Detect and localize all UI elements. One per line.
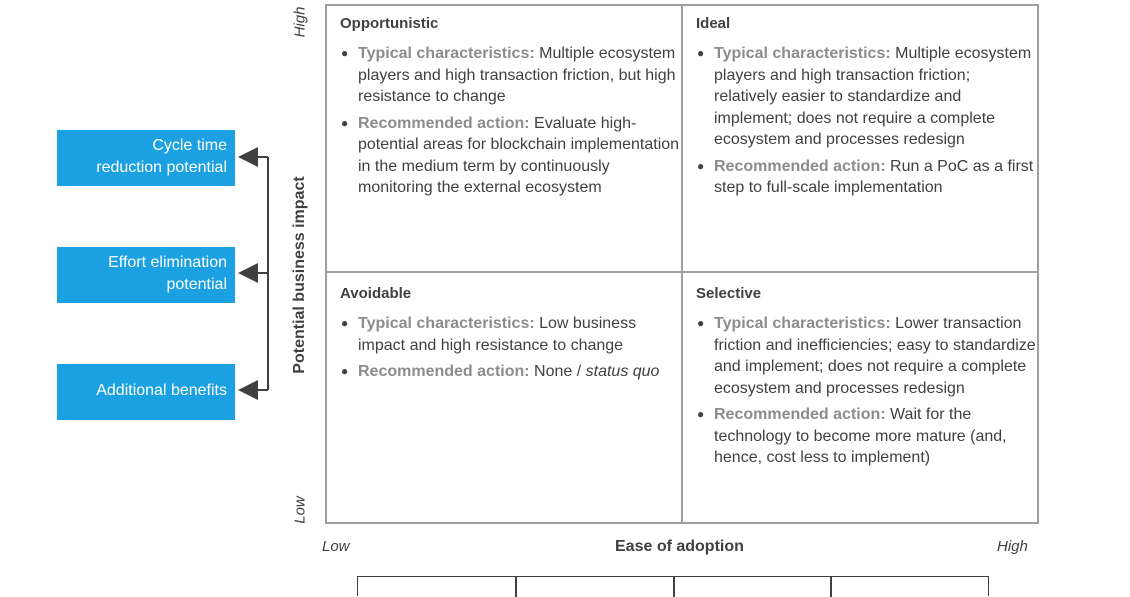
table-cell-divider [515,577,517,597]
characteristics-item: ● Typical characteristics: Multiple ecosystem players and high transaction friction, but high resistance to change [341,45,676,105]
bullet-icon: ● [341,46,349,60]
benefit-line: reduction potential [96,159,227,176]
characteristics-item: ● Typical characteristics: Low business impact and high resistance to change [341,315,637,354]
bullet-icon: ● [341,364,349,378]
bullet-icon: ● [697,407,705,421]
bullet-icon: ● [341,316,349,330]
quadrant-avoidable [340,285,680,388]
benefit-line: Additional benefits [96,382,227,399]
benefit-line: potential [166,276,227,293]
quadrant-title: Opportunistic [340,15,439,32]
quadrant-selective [696,285,1036,474]
bottom-table-fragment [357,576,989,596]
benefit-line: Cycle time [152,137,227,154]
bullet-icon: ● [697,316,705,330]
table-cell-divider [830,577,832,597]
x-axis-label: Ease of adoption [615,538,744,555]
quadrant-title: Selective [696,285,762,302]
y-axis-low-label: Low [291,496,309,524]
quadrant-opportunistic [340,15,680,204]
characteristics-item: ● Typical characteristics: Multiple ecosystem players and high transaction friction; relatively easier to standardize and implement; does not require a complete ecosystem and processes redesign [697,45,1032,148]
action-item: ● Recommended action: Wait for the technology to become more mature (and, hence, cost less to implement) [697,406,1007,466]
x-axis-low-label: Low [322,538,350,555]
quadrant-ideal [696,15,1036,204]
action-item: ● Recommended action: Run a PoC as a first step to full-scale implementation [697,157,1034,196]
y-axis-label: Potential business impact [291,176,308,374]
bullet-icon: ● [697,46,705,60]
y-axis-high-label: High [291,6,309,38]
action-item: ● Recommended action: Evaluate high-potential areas for blockchain implementation in the medium term by continuously monitoring the external ecosystem [341,114,680,196]
action-item: ● Recommended action: None / status quo [340,361,680,383]
benefit-line: Effort elimination [108,254,227,271]
quadrant-title: Ideal [696,15,731,32]
bullet-icon: ● [341,115,349,130]
matrix-vertical-divider [681,4,683,524]
table-cell-divider [673,577,675,597]
quadrant-title: Avoidable [340,285,412,302]
characteristics-item: ● Typical characteristics: Lower transaction friction and inefficiencies; easy to standardize and implement; does not require a complete ecosystem and processes redesign [697,315,1036,397]
bullet-icon: ● [697,158,705,173]
x-axis-high-label: High [997,538,1028,555]
matrix-horizontal-divider [325,271,1039,273]
